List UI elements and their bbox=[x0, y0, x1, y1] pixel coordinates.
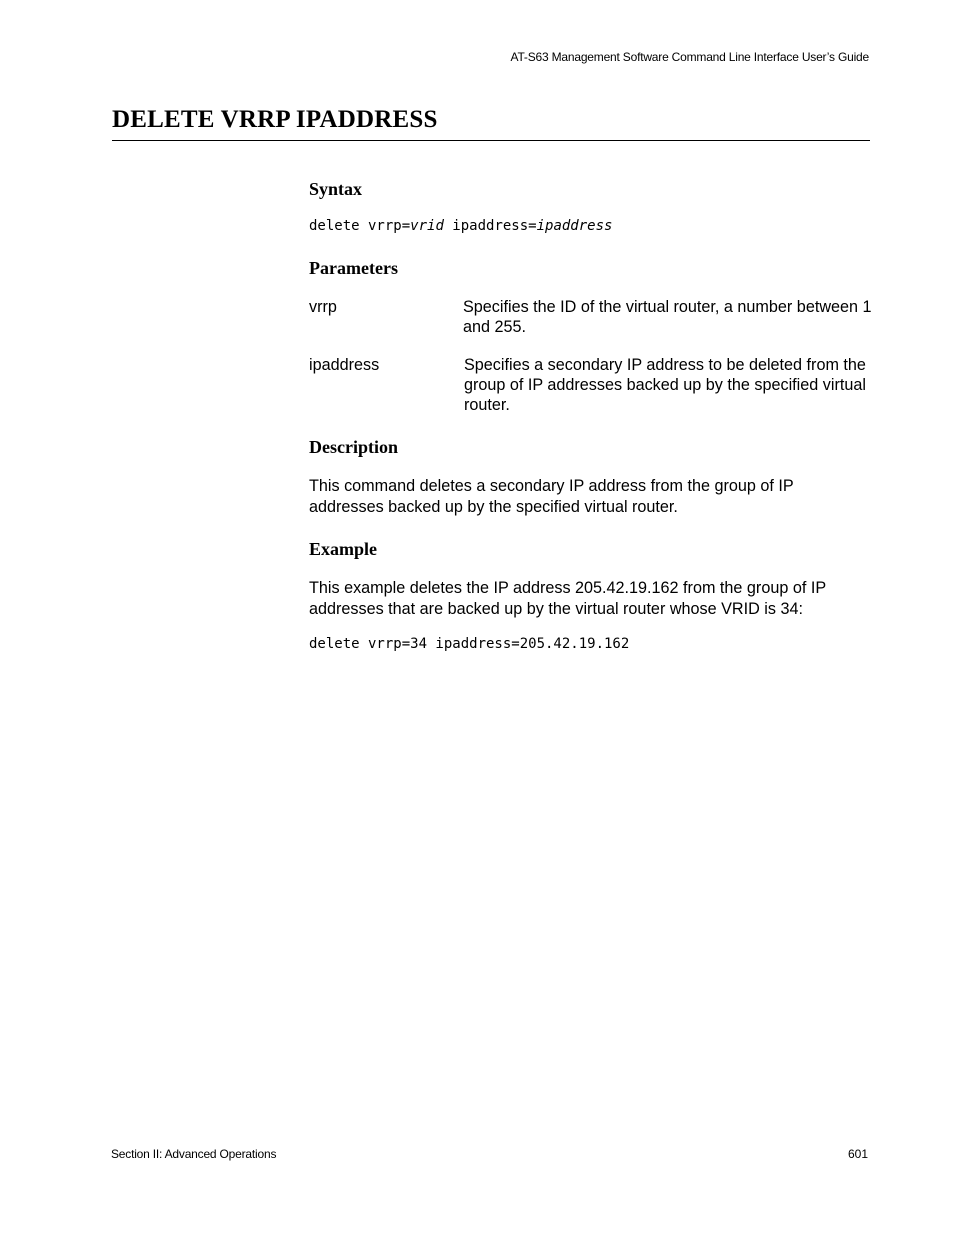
syntax-code bbox=[309, 218, 612, 234]
syntax-heading: Syntax bbox=[309, 179, 363, 199]
example-heading: Example bbox=[309, 539, 378, 559]
footer-section: Section II: Advanced Operations bbox=[111, 1147, 277, 1161]
syntax-middle: ipaddress= bbox=[443, 218, 537, 234]
syntax-arg-ipaddress: ipaddress bbox=[536, 218, 613, 234]
example-command: delete vrrp=34 ipaddress=205.42.19.162 bbox=[309, 636, 630, 652]
description-text: This command deletes a secondary IP address from the group of IP addresses backed up by the specified virtual router. bbox=[309, 477, 794, 516]
param-name-ipaddress: ipaddress bbox=[309, 356, 380, 374]
param-name-vrrp: vrrp bbox=[309, 298, 337, 316]
syntax-arg-vrid: vrid bbox=[410, 218, 444, 234]
parameters-heading: Parameters bbox=[309, 258, 398, 278]
footer-page-number: 601 bbox=[847, 1147, 868, 1161]
description-heading: Description bbox=[309, 437, 398, 457]
example-text: This example deletes the IP address 205.42.19.162 from the group of IP addresses that are backed up by the virtual router whose VRID is 34: bbox=[309, 579, 826, 618]
param-desc-vrrp: Specifies the ID of the virtual router, a number between 1 and 255. bbox=[463, 298, 872, 336]
syntax-prefix: delete vrrp= bbox=[309, 218, 411, 234]
param-desc-ipaddress: Specifies a secondary IP address to be deleted from the group of IP addresses backed up by the specified virtual router. bbox=[464, 356, 866, 414]
title-rule bbox=[112, 140, 870, 141]
running-header: AT-S63 Management Software Command Line Interface User’s Guide bbox=[510, 50, 869, 64]
page-title: DELETE VRRP IPADDRESS bbox=[112, 106, 438, 133]
